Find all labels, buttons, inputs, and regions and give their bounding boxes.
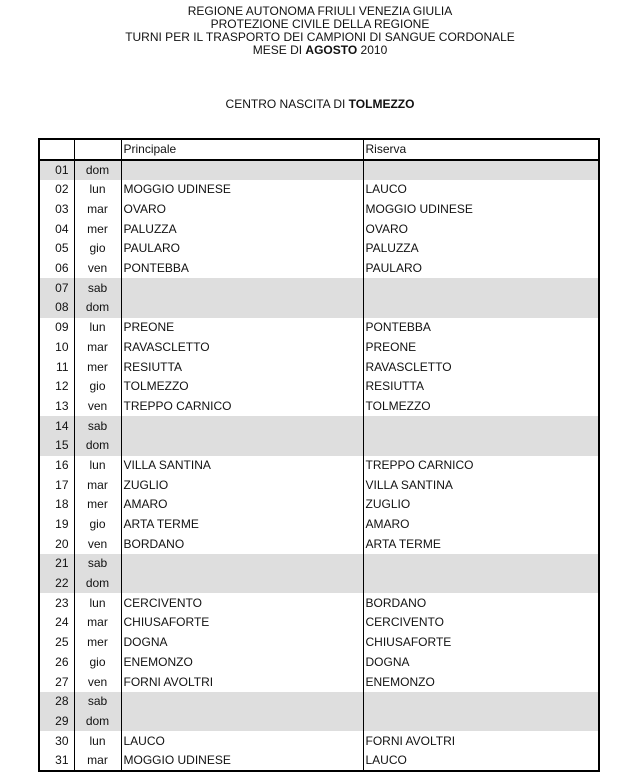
riserva-cell: ENEMONZO: [365, 674, 435, 689]
weekday-cell: lun: [74, 731, 121, 751]
table-row: [39, 397, 599, 417]
day-number-cell: 08: [39, 298, 74, 318]
weekday-cell: dom: [74, 298, 121, 318]
principale-cell: DOGNA: [121, 633, 363, 653]
table-row: [39, 377, 599, 397]
principale-cell: [121, 692, 363, 712]
day-number-cell: 15: [39, 436, 74, 456]
riserva-cell: [363, 416, 599, 436]
riserva-cell: [363, 712, 599, 732]
riserva-cell: PAULARO: [365, 261, 422, 276]
centro-name: TOLMEZZO: [348, 97, 415, 111]
riserva-cell: PONTEBBA: [365, 320, 431, 335]
weekday-cell: lun: [74, 318, 121, 338]
weekday-cell: gio: [74, 239, 121, 259]
weekday-cell: gio: [74, 653, 121, 673]
table-row: [39, 515, 599, 535]
col-header-weekday: [74, 139, 121, 160]
table-row: [39, 259, 599, 279]
riserva-cell: ZUGLIO: [365, 497, 411, 512]
table-row: [39, 672, 599, 692]
weekday-cell: mer: [74, 357, 121, 377]
day-number-cell: 12: [39, 377, 74, 397]
principale-cell: ZUGLIO: [121, 475, 363, 495]
table-row: [39, 751, 599, 771]
weekday-cell: sab: [74, 692, 121, 712]
weekday-cell: lun: [74, 456, 121, 476]
day-number-cell: 25: [39, 633, 74, 653]
riserva-cell: VILLA SANTINA: [365, 477, 453, 492]
header-line-month: [0, 44, 640, 57]
principale-cell: MOGGIO UDINESE: [121, 751, 363, 771]
header-line-region: REGIONE AUTONOMA FRIULI VENEZIA GIULIA: [187, 4, 453, 18]
weekday-cell: sab: [74, 416, 121, 436]
table-row: [39, 731, 599, 751]
principale-cell: PAULARO: [121, 239, 363, 259]
table-row: [39, 456, 599, 476]
riserva-cell: RAVASCLETTO: [365, 359, 452, 374]
riserva-cell: [363, 574, 599, 594]
riserva-cell: AMARO: [365, 517, 410, 532]
riserva-cell: BORDANO: [365, 595, 427, 610]
centro-prefix: CENTRO NASCITA DI: [225, 97, 349, 111]
weekday-cell: ven: [74, 672, 121, 692]
day-number-cell: 22: [39, 574, 74, 594]
weekday-cell: mar: [74, 475, 121, 495]
table-row: [39, 574, 599, 594]
weekday-cell: dom: [74, 574, 121, 594]
day-number-cell: 18: [39, 495, 74, 515]
table-row: [39, 278, 599, 298]
table-row: [39, 554, 599, 574]
weekday-cell: mar: [74, 200, 121, 220]
principale-cell: FORNI AVOLTRI: [121, 672, 363, 692]
shift-table: [38, 138, 600, 772]
day-number-cell: 27: [39, 672, 74, 692]
table-row: [39, 416, 599, 436]
table-row: [39, 475, 599, 495]
month-prefix: MESE DI: [252, 43, 306, 57]
riserva-cell: FORNI AVOLTRI: [365, 733, 456, 748]
principale-cell: ARTA TERME: [121, 515, 363, 535]
col-header-principale: Principale: [121, 139, 363, 160]
day-number-cell: 04: [39, 219, 74, 239]
principale-cell: PALUZZA: [121, 219, 363, 239]
weekday-cell: mer: [74, 495, 121, 515]
riserva-cell: CERCIVENTO: [365, 615, 444, 630]
day-number-cell: 24: [39, 613, 74, 633]
principale-cell: MOGGIO UDINESE: [121, 180, 363, 200]
principale-cell: PONTEBBA: [121, 259, 363, 279]
table-row: [39, 534, 599, 554]
day-number-cell: 11: [39, 357, 74, 377]
principale-cell: ENEMONZO: [121, 653, 363, 673]
riserva-cell: TREPPO CARNICO: [365, 457, 474, 472]
day-number-cell: 14: [39, 416, 74, 436]
riserva-cell: [363, 692, 599, 712]
table-row: [39, 692, 599, 712]
day-number-cell: 07: [39, 278, 74, 298]
weekday-cell: ven: [74, 534, 121, 554]
table-row: [39, 712, 599, 732]
table-row: [39, 200, 599, 220]
weekday-cell: gio: [74, 377, 121, 397]
principale-cell: LAUCO: [121, 731, 363, 751]
principale-cell: [121, 712, 363, 732]
weekday-cell: dom: [74, 436, 121, 456]
day-number-cell: 16: [39, 456, 74, 476]
weekday-cell: ven: [74, 259, 121, 279]
principale-cell: VILLA SANTINA: [121, 456, 363, 476]
col-header-riserva: Riserva: [363, 139, 599, 160]
table-row: [39, 495, 599, 515]
header-line-department: PROTEZIONE CIVILE DELLA REGIONE: [210, 17, 430, 31]
day-number-cell: 05: [39, 239, 74, 259]
principale-cell: PREONE: [121, 318, 363, 338]
principale-cell: BORDANO: [121, 534, 363, 554]
day-number-cell: 19: [39, 515, 74, 535]
day-number-cell: 29: [39, 712, 74, 732]
day-number-cell: 20: [39, 534, 74, 554]
principale-cell: [121, 436, 363, 456]
riserva-cell: DOGNA: [365, 654, 410, 669]
day-number-cell: 13: [39, 397, 74, 417]
header-line-title: TURNI PER IL TRASPORTO DEI CAMPIONI DI SANGUE CORDONALE: [125, 30, 515, 44]
riserva-cell: [363, 436, 599, 456]
weekday-cell: mer: [74, 219, 121, 239]
principale-cell: [121, 574, 363, 594]
weekday-cell: sab: [74, 278, 121, 298]
table-row: [39, 318, 599, 338]
principale-cell: RESIUTTA: [121, 357, 363, 377]
principale-cell: TOLMEZZO: [121, 377, 363, 397]
weekday-cell: dom: [74, 712, 121, 732]
table-row: [39, 338, 599, 358]
table-row: [39, 613, 599, 633]
riserva-cell: PREONE: [365, 339, 417, 354]
principale-cell: RAVASCLETTO: [121, 338, 363, 358]
table-row: [39, 239, 599, 259]
weekday-cell: mer: [74, 633, 121, 653]
principale-cell: AMARO: [121, 495, 363, 515]
col-header-day-number: [39, 139, 74, 160]
table-row: [39, 357, 599, 377]
day-number-cell: 03: [39, 200, 74, 220]
day-number-cell: 31: [39, 751, 74, 771]
month-year: 2010: [357, 43, 388, 57]
day-number-cell: 26: [39, 653, 74, 673]
day-number-cell: 23: [39, 593, 74, 613]
day-number-cell: 06: [39, 259, 74, 279]
table-row: [39, 219, 599, 239]
riserva-cell: RESIUTTA: [365, 379, 424, 394]
table-row: [39, 436, 599, 456]
principale-cell: [121, 554, 363, 574]
principale-cell: TREPPO CARNICO: [121, 397, 363, 417]
weekday-cell: dom: [74, 160, 121, 180]
weekday-cell: lun: [74, 593, 121, 613]
principale-cell: [121, 278, 363, 298]
riserva-cell: OVARO: [365, 221, 408, 236]
day-number-cell: 28: [39, 692, 74, 712]
riserva-cell: ARTA TERME: [365, 536, 441, 551]
month-name: AGOSTO: [305, 43, 358, 57]
weekday-cell: gio: [74, 515, 121, 535]
riserva-cell: PALUZZA: [365, 241, 419, 256]
weekday-cell: mar: [74, 751, 121, 771]
weekday-cell: mar: [74, 338, 121, 358]
day-number-cell: 17: [39, 475, 74, 495]
weekday-cell: mar: [74, 613, 121, 633]
table-row: [39, 180, 599, 200]
riserva-cell: [363, 554, 599, 574]
table-row: [39, 593, 599, 613]
day-number-cell: 01: [39, 160, 74, 180]
day-number-cell: 21: [39, 554, 74, 574]
riserva-cell: [363, 278, 599, 298]
principale-cell: CERCIVENTO: [121, 593, 363, 613]
riserva-cell: TOLMEZZO: [365, 398, 431, 413]
centro-nascita-title: [0, 97, 640, 111]
weekday-cell: sab: [74, 554, 121, 574]
day-number-cell: 10: [39, 338, 74, 358]
riserva-cell: MOGGIO UDINESE: [365, 202, 473, 217]
weekday-cell: lun: [74, 180, 121, 200]
weekday-cell: ven: [74, 397, 121, 417]
principale-cell: [121, 160, 363, 180]
riserva-cell: CHIUSAFORTE: [365, 635, 452, 650]
table-row: [39, 298, 599, 318]
day-number-cell: 09: [39, 318, 74, 338]
table-header-row: [39, 139, 599, 160]
principale-cell: [121, 416, 363, 436]
table-row: [39, 160, 599, 180]
riserva-cell: [363, 298, 599, 318]
riserva-cell: LAUCO: [365, 182, 407, 197]
riserva-cell: LAUCO: [365, 752, 407, 767]
document-header: [0, 5, 640, 57]
riserva-cell: [363, 160, 599, 180]
day-number-cell: 02: [39, 180, 74, 200]
principale-cell: [121, 298, 363, 318]
principale-cell: OVARO: [121, 200, 363, 220]
table-row: [39, 633, 599, 653]
principale-cell: CHIUSAFORTE: [121, 613, 363, 633]
day-number-cell: 30: [39, 731, 74, 751]
table-row: [39, 653, 599, 673]
